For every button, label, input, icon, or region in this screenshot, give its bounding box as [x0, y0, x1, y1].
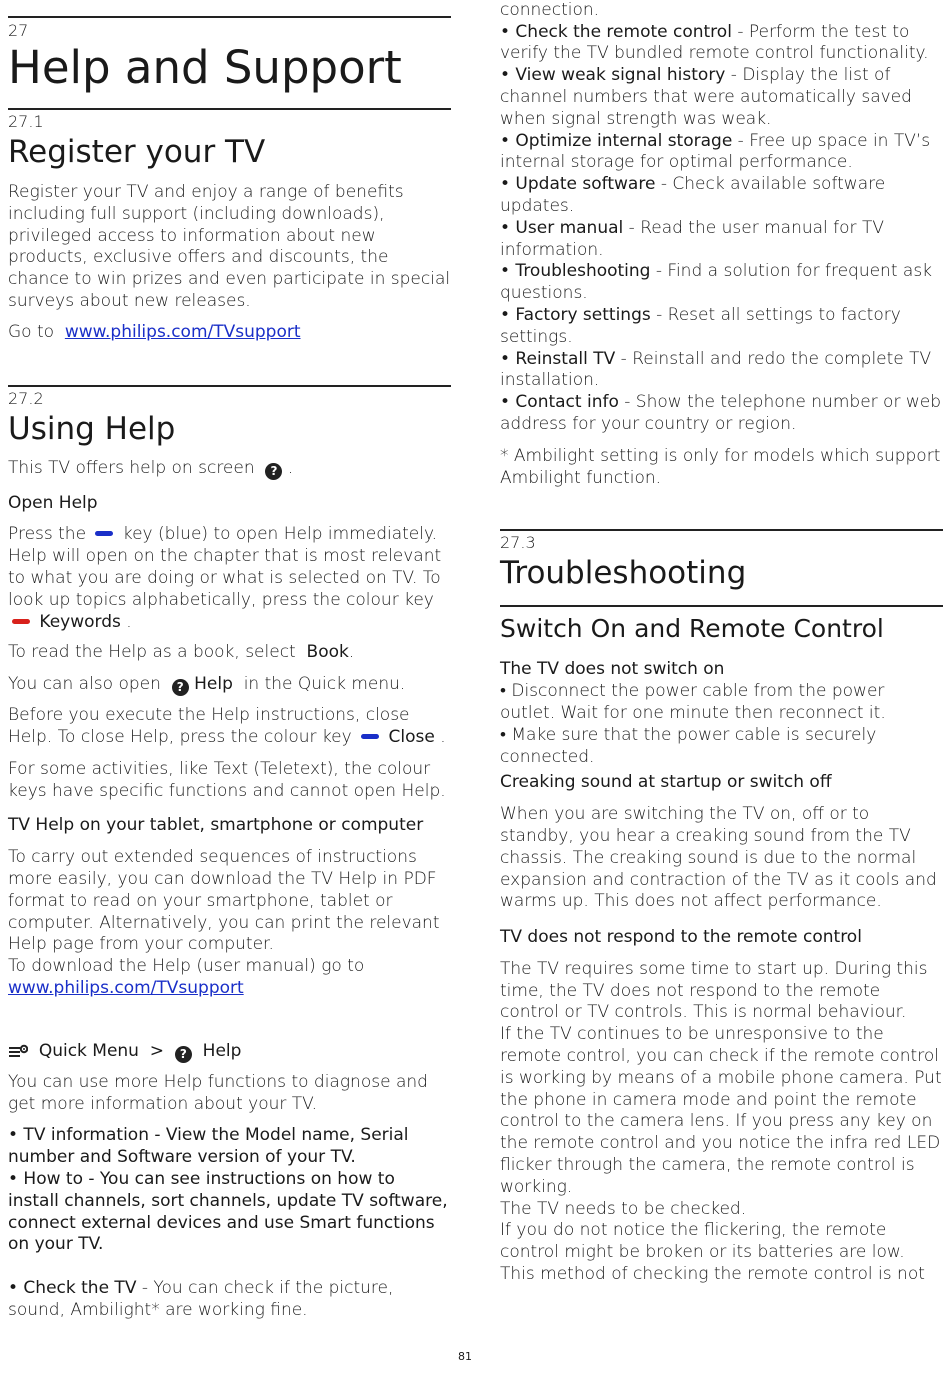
trouble-answer: If the TV continues to be unresponsive to the remote control, you can check if the remote control is working by means of a mobile phone camera. Put the phone in camera mode and point the remote control to the camera lens. If you press any key on the remote control and you notice the infra red LED flicker through the camera, the remote control is working.	[500, 1024, 942, 1197]
section-number: 27.3	[500, 533, 536, 553]
trouble-answer: If you do not notice the flickering, the remote control might be broken or its batteries are low.	[500, 1220, 905, 1263]
colour-keys-note: For some activities, like Text (Teletext), the colour keys have specific functions and cannot open Help.	[8, 758, 446, 801]
blue-key-icon	[95, 531, 113, 536]
quick-menu-paragraph: You can also open ? Help in the Quick menu.	[8, 674, 406, 695]
trouble-question: TV does not respond to the remote control	[500, 927, 862, 948]
chapter-number: 27	[8, 21, 29, 40]
trouble-question: The TV does not switch on	[500, 659, 725, 680]
tablet-help-heading: TV Help on your tablet, smartphone or computer	[8, 815, 424, 836]
trouble-question: Creaking sound at startup or switch off	[500, 772, 832, 793]
subsection-title: Switch On and Remote Control	[500, 614, 884, 644]
section-rule	[8, 385, 451, 387]
help-function-item: • Contact info - Show the telephone number or web address for your country or region.	[500, 392, 941, 434]
help-function-item: • Update software - Check available software updates.	[500, 174, 886, 216]
close-help-paragraph: Before you execute the Help instructions, close Help. To close Help, press the colour key Close .	[8, 705, 446, 747]
help-function-list	[500, 0, 943, 436]
section-title: Register your TV	[8, 134, 266, 170]
trouble-answer: The TV needs to be checked.	[500, 1198, 747, 1219]
register-link[interactable]: www.philips.com/TVsupport	[64, 321, 301, 342]
section-number: 27.1	[8, 112, 44, 131]
help-function-item: • Optimize internal storage - Free up space in TV’s internal storage for optimal performance.	[500, 130, 931, 173]
help-function-item: • Troubleshooting - Find a solution for frequent ask questions.	[500, 261, 933, 304]
subsection-rule	[500, 605, 943, 607]
help-function-item: • Reinstall TV - Reinstall and redo the complete TV installation.	[500, 348, 932, 391]
register-paragraph: Register your TV and enjoy a range of benefits including full support (including downloads), privileged access to information about new products, exclusive offers and discounts, the chance to win prizes and even participate in special surveys about new releases.	[8, 182, 451, 311]
section-number: 27.2	[8, 388, 44, 408]
help-question-icon: ?	[175, 1046, 192, 1063]
left-column	[8, 0, 451, 1321]
trouble-answer: • Disconnect the power cable from the power outlet. Wait for one minute then reconnect it.	[500, 681, 886, 723]
help-question-icon: ?	[172, 679, 189, 696]
more-help-paragraph: You can use more Help functions to diagnose and get more information about your TV.	[8, 1071, 428, 1114]
how-to-item: • How to - You can see instructions on how to install channels, sort channels, update TV software, connect external devices and use Smart functions on your TV.	[8, 1168, 448, 1255]
section-rule	[8, 108, 451, 110]
tablet-help-paragraph: To carry out extended sequences of instructions more easily, you can download the TV Help in PDF format to read on your smartphone, tablet or computer. Alternatively, you can print the relevant Help page from your computer.	[8, 847, 440, 955]
trouble-answer: • Make sure that the power cable is securely connected.	[500, 724, 877, 767]
tv-information-item: • TV information - View the Model name, Serial number and Software version of your TV.	[8, 1125, 409, 1168]
section-rule	[500, 529, 943, 531]
register-goto: Go to www.philips.com/TVsupport	[8, 321, 301, 342]
right-column	[500, 0, 943, 1286]
help-question-icon: ?	[265, 463, 282, 480]
open-help-paragraph: Press the key (blue) to open Help immediately. Help will open on the chapter that is most relevant to what you are doing or what is selected on TV. To look up topics alphabetically, press the colour key Keywords .	[8, 524, 442, 632]
trouble-answer: This method of checking the remote control is not	[500, 1264, 925, 1285]
download-paragraph: To download the Help (user manual) go to www.philips.com/TVsupport	[8, 956, 365, 998]
menu-path: Quick Menu > ? Help	[8, 1041, 451, 1063]
open-help-heading: Open Help	[8, 492, 98, 513]
trouble-answer: The TV requires some time to start up. During this time, the TV does not respond to the remote control or TV controls. This is normal behaviour.	[500, 958, 928, 1023]
section-title: Troubleshooting	[500, 555, 747, 592]
download-link[interactable]: www.philips.com/TVsupport	[8, 977, 244, 998]
help-function-item: • User manual - Read the user manual for TV information.	[500, 217, 884, 260]
help-function-item: • Factory settings - Reset all settings to factory settings.	[500, 304, 901, 347]
ambilight-note: * Ambilight setting is only for models which support Ambilight function.	[500, 445, 941, 488]
check-tv-item: • Check the TV - You can check if the picture, sound, Ambilight* are working fine.	[8, 1277, 394, 1320]
quick-menu-icon	[8, 1043, 28, 1059]
help-intro: This TV offers help on screen ? .	[8, 457, 294, 478]
help-function-item: • Check the remote control - Perform the test to verify the TV bundled remote control functionality.	[500, 21, 929, 64]
help-function-item: • View weak signal history - Display the list of channel numbers that were automatically saved when signal strength was weak.	[500, 65, 912, 129]
blue-key-icon	[361, 734, 379, 739]
book-paragraph: To read the Help as a book, select Book.	[8, 642, 355, 663]
page-number: 81	[458, 1350, 472, 1363]
trouble-answer: When you are switching the TV on, off or to standby, you hear a creaking sound from the TV chassis. The creaking sound is due to the normal expansion and contraction of the TV as it cools and warms up. This does not affect performance.	[500, 804, 937, 912]
help-function-item: connection.	[500, 0, 600, 20]
section-title: Using Help	[8, 410, 176, 447]
chapter-title: Help and Support	[8, 41, 402, 94]
red-key-icon	[12, 619, 30, 624]
chapter-rule	[8, 16, 451, 18]
